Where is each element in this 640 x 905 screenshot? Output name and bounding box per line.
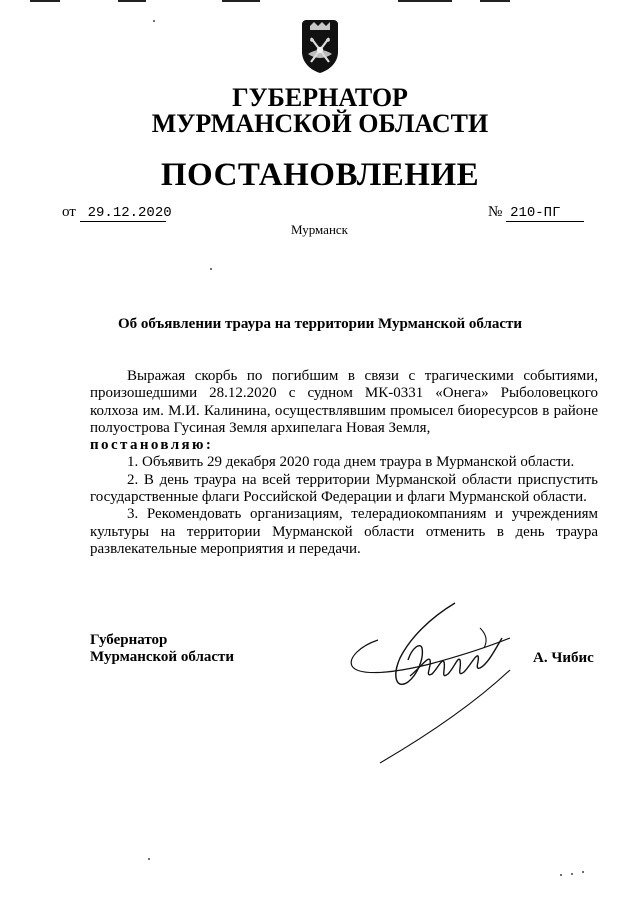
signatory-title-line1: Губернатор (90, 632, 168, 648)
scan-artifact (118, 0, 146, 2)
item-1: 1. Объявить 29 декабря 2020 года днем траура в Мурманской области. (127, 454, 575, 471)
number-value: 210-ПГ (506, 205, 584, 222)
document-body (90, 368, 598, 558)
org-title-line1: ГУБЕРНАТОР (232, 83, 408, 112)
number-field (488, 204, 584, 222)
item-3: 3. Рекомендовать организациям, телерадиокомпаниям и учреждениям культуры на территории Мурманской области отменить в день траура развлекательные мероприятия и передачи. (90, 506, 598, 557)
intro-text: Выражая скорбь по погибшим в связи с трагическими событиями, произошедшими 28.12.2020 с судном МК-0331 «Онега» Рыболовецкого колхоза им. М.И. Калинина, осуществлявшим промысел биоресурсов в районе полуострова Гусиная Земля архипелага Новая Земля, (90, 368, 598, 436)
scan-artifact (30, 0, 60, 2)
document-subject: Об объявлении траура на территории Мурманской области (117, 316, 523, 332)
decree-word: постановляю: (90, 437, 214, 454)
scan-speck (560, 874, 562, 876)
document-type: ПОСТАНОВЛЕНИЕ (160, 157, 480, 193)
scan-speck (582, 871, 584, 873)
intro-paragraph (90, 368, 598, 454)
signatory-name: А. Чибис (533, 650, 594, 666)
signatory-title-line2: Мурманской области (90, 649, 235, 665)
handwritten-signature (320, 598, 530, 773)
city: Мурманск (291, 222, 348, 237)
scan-artifact (480, 0, 510, 2)
scan-artifact (222, 0, 260, 2)
date-value: 29.12.2020 (80, 205, 166, 222)
scan-speck (148, 858, 150, 860)
scan-speck (153, 20, 155, 22)
scan-speck (210, 268, 212, 270)
item-2: 2. В день траура на всей территории Мурманской области приспустить государственные флаги Российской Федерации и флаги Мурманской области. (90, 471, 598, 506)
org-title-line2: МУРМАНСКОЙ ОБЛАСТИ (151, 109, 489, 138)
scan-speck (571, 873, 573, 875)
date-prefix: от (62, 204, 76, 220)
number-prefix: № (488, 204, 503, 220)
signatory-title (90, 632, 234, 666)
date-field (62, 204, 172, 222)
coat-of-arms-icon (296, 18, 344, 74)
scan-artifact (398, 0, 452, 2)
